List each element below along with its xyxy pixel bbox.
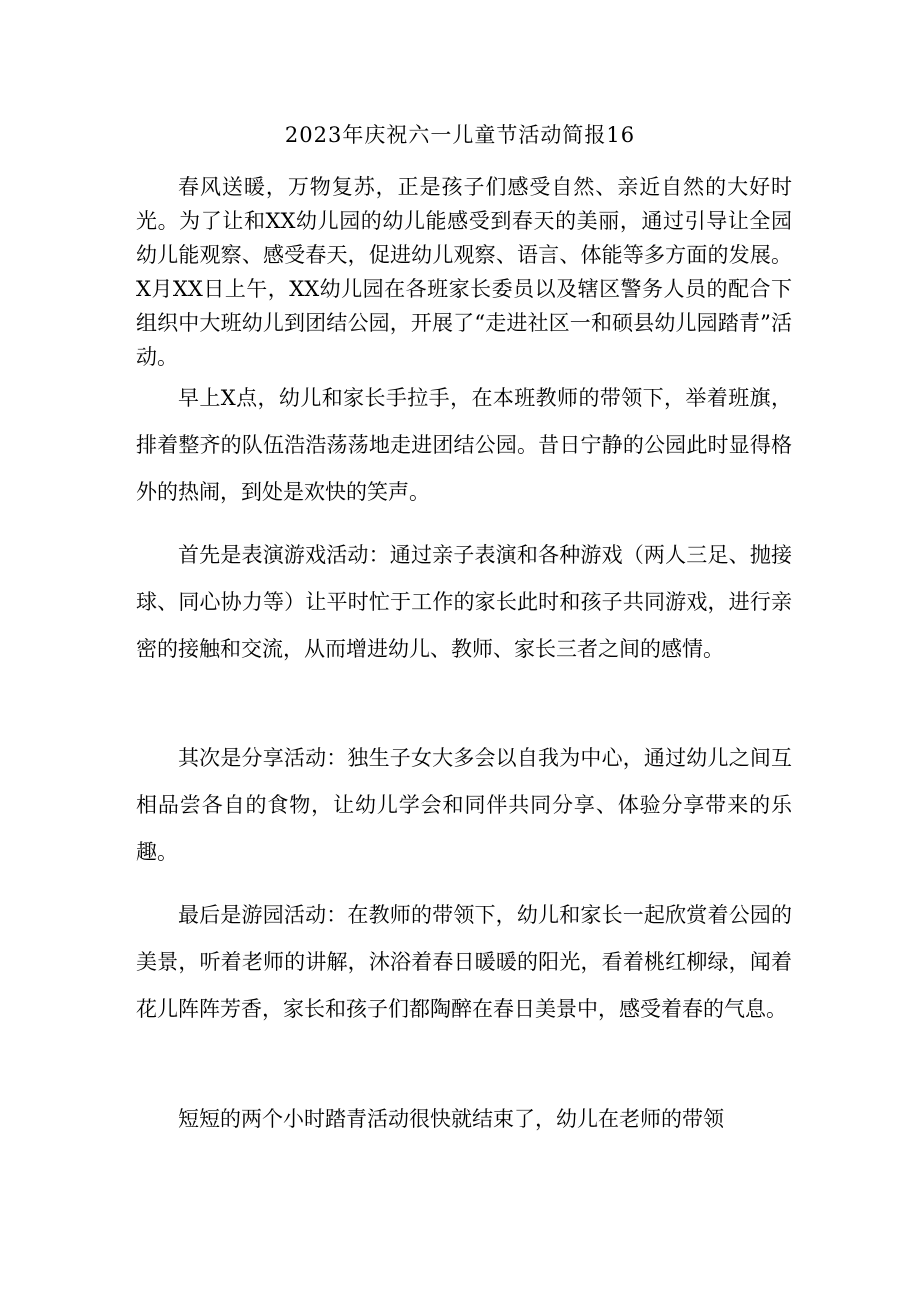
- paragraph-sharing: 其次是分享活动：独生子女大多会以自我为中心，通过幼儿之间互相品尝各自的食物，让幼儿学会和同伴共同分享、体验分享带来的乐趣。: [136, 746, 792, 864]
- paragraph-intro: 春风送暖，万物复苏，正是孩子们感受自然、亲近自然的大好时光。为了让和XX幼儿园的幼儿能感受到春天的美丽，通过引导让全园幼儿能观察、感受春天，促进幼儿观察、语言、体能等多方面的发展。X月XX日上午，XX幼儿园在各班家长委员以及辖区警务人员的配合下组织中大班幼儿到团结公园，开展了“走进社区一和硕县幼儿园踏青”活动。: [136, 175, 792, 369]
- paragraph-park-tour: 最后是游园活动：在教师的带领下，幼儿和家长一起欣赏着公园的美景，听着老师的讲解，沐浴着春日暖暖的阳光，看着桃红柳绿，闻着花儿阵阵芳香，家长和孩子们都陶醉在春日美景中，感受着春的气息。: [136, 903, 792, 1021]
- paragraph-ending: 短短的两个小时踏青活动很快就结束了，幼儿在老师的带领: [178, 1107, 724, 1131]
- paragraph-games: 首先是表演游戏活动：通过亲子表演和各种游戏（两人三足、抛接球、同心协力等）让平时忙于工作的家长此时和孩子共同游戏，进行亲密的接触和交流，从而增进幼儿、教师、家长三者之间的感情。: [136, 543, 792, 661]
- document-title: 2023年庆祝六一儿童节活动简报16: [284, 123, 636, 147]
- paragraph-morning: 早上X点，幼儿和家长手拉手，在本班教师的带领下，举着班旗，排着整齐的队伍浩浩荡荡地走进团结公园。昔日宁静的公园此时显得格外的热闹，到处是欢快的笑声。: [136, 386, 792, 504]
